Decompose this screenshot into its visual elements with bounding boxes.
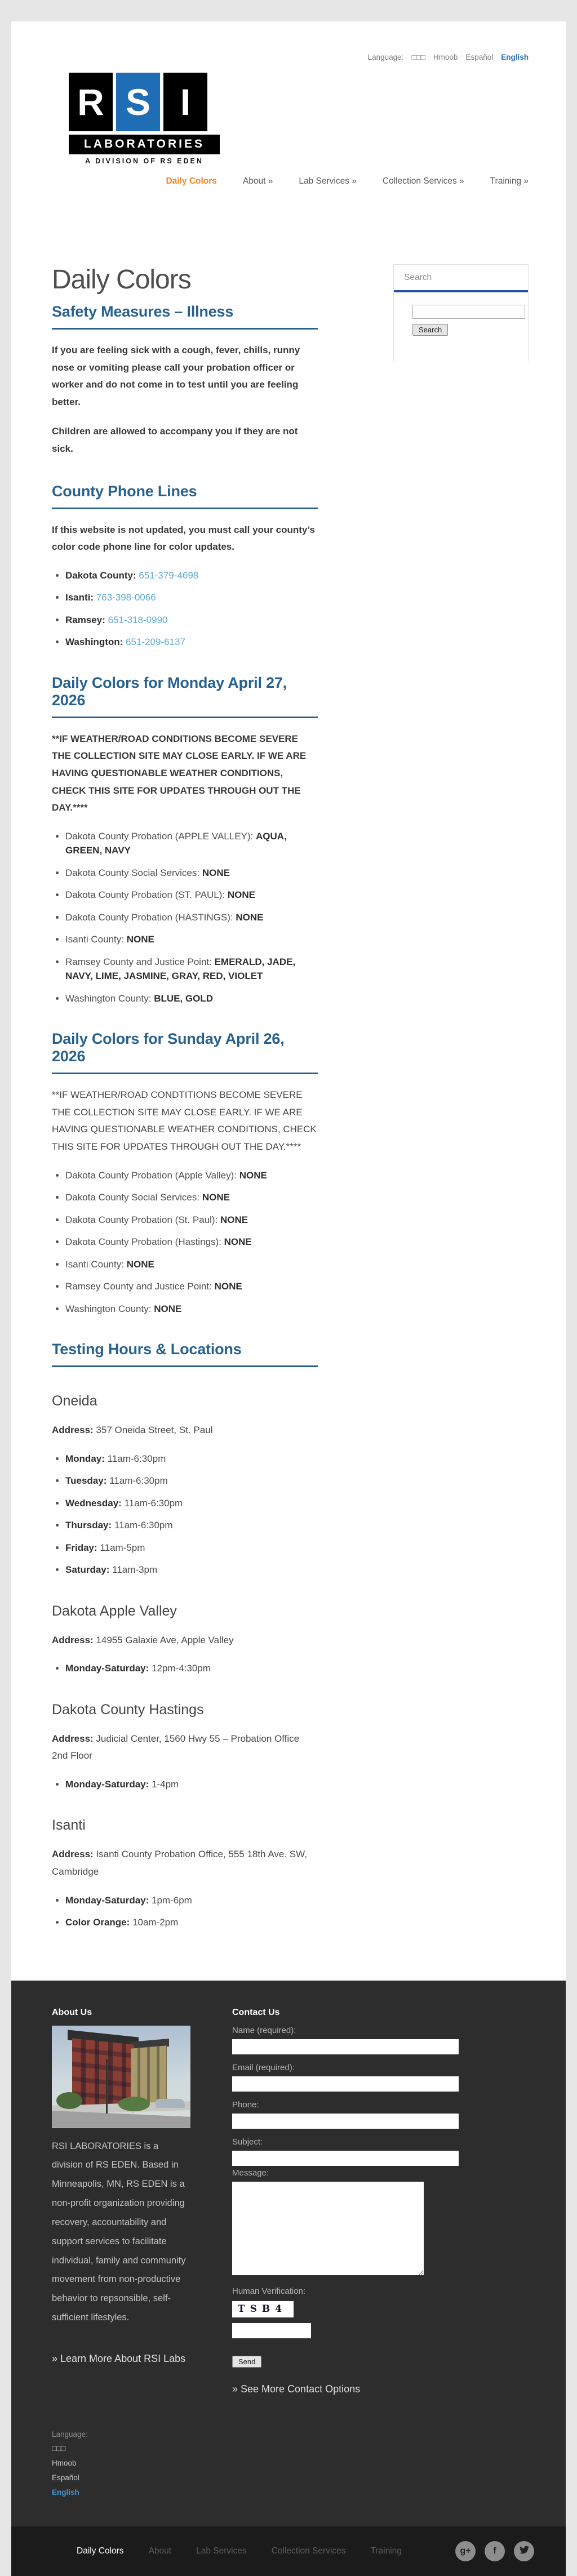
hours-time-value: 11am-6:30pm [114, 1520, 173, 1531]
color-item [65, 866, 318, 880]
logo-letter-tile: R [69, 73, 113, 131]
color-item [65, 1279, 318, 1294]
hours-item [65, 1452, 318, 1466]
facebook-icon: f [493, 2546, 496, 2556]
color-site-label: Dakota County Probation (ST. PAUL): [65, 889, 225, 901]
main-nav [52, 176, 529, 186]
sunday-heading: Daily Colors for Sunday April 26, 2026 [52, 1030, 318, 1074]
color-item [65, 932, 318, 947]
location-hours-list [52, 1452, 318, 1577]
see-more-contact-options-link[interactable]: » See More Contact Options [232, 2383, 361, 2395]
site-header [11, 21, 566, 186]
color-value: EMERALD, JADE, NAVY, LIME, JASMINE, GRAY, RED, VIOLET [65, 956, 296, 982]
county-name: Dakota County: [65, 570, 136, 581]
hours-day-label: Tuesday: [65, 1475, 107, 1487]
photo-shape [56, 2092, 82, 2109]
hours-time-value: 11am-6:30pm [109, 1475, 168, 1487]
contact-field-label: Phone: [232, 2099, 259, 2110]
color-item [65, 888, 318, 902]
hours-item [65, 1541, 318, 1555]
color-site-label: Dakota County Probation (St. Paul): [65, 1214, 218, 1225]
address-label: Address: [52, 1425, 94, 1436]
page-card [11, 21, 566, 2576]
send-button[interactable]: Send [232, 2356, 261, 2368]
color-site-label: Ramsey County and Justice Point: [65, 1281, 212, 1292]
bottom-nav [77, 2546, 402, 2556]
hours-item [65, 1518, 318, 1533]
county-phone-link[interactable]: 763-398-0066 [96, 592, 156, 603]
hours-day-label: Wednesday: [65, 1497, 122, 1509]
color-value: NONE [202, 1192, 230, 1203]
hours-day-label: Monday-Saturday: [65, 1778, 149, 1790]
language-link[interactable]: English [501, 53, 529, 61]
social-links [455, 2541, 534, 2561]
color-item [65, 1213, 318, 1227]
color-item [65, 1257, 318, 1272]
footer-language-label: Language: [52, 2430, 88, 2439]
location-name: Oneida [52, 1393, 97, 1409]
color-value: NONE [227, 889, 256, 901]
hours-time-value: 12pm-4:30pm [152, 1663, 211, 1674]
hours-day-label: Color Orange: [65, 1917, 130, 1928]
photo-shape [106, 2059, 108, 2114]
sunday-color-list [52, 1168, 318, 1316]
color-site-label: Dakota County Probation (HASTINGS): [65, 911, 233, 923]
main-content [52, 264, 318, 1945]
color-site-label: Ramsey County and Justice Point: [65, 956, 212, 967]
color-item [65, 1190, 318, 1205]
color-item [65, 910, 318, 925]
language-bar [52, 53, 529, 61]
address-value: Judicial Center, 1560 Hwy 55 – Probation Office 2nd Floor [52, 1733, 300, 1761]
hours-day-label: Monday: [65, 1453, 105, 1464]
rsi-logo[interactable] [69, 73, 220, 165]
bottom-nav-link[interactable]: Training [370, 2546, 402, 2556]
bottom-nav-link[interactable]: Daily Colors [77, 2546, 124, 2556]
testing-location [52, 1603, 318, 1676]
location-address [52, 1730, 318, 1765]
message-label: Message: [232, 2168, 269, 2178]
hours-day-label: Monday-Saturday: [65, 1663, 149, 1674]
color-site-label: Washington County: [65, 1303, 152, 1314]
location-name: Isanti [52, 1817, 86, 1834]
color-value: NONE [126, 934, 154, 945]
section-county-phone-lines [52, 483, 318, 649]
human-verification-label: Human Verification: [232, 2286, 306, 2296]
color-site-label: Isanti County: [65, 1258, 124, 1270]
color-item [65, 1302, 318, 1316]
search-widget [393, 264, 529, 362]
location-name: Dakota Apple Valley [52, 1603, 177, 1619]
bottom-nav-link[interactable]: Lab Services [196, 2546, 247, 2556]
main-nav-link[interactable]: Collection Services » [382, 176, 464, 186]
location-hours-list [52, 1893, 318, 1930]
hours-day-label: Saturday: [65, 1564, 110, 1576]
contact-us-heading: Contact Us [232, 2007, 280, 2017]
locations [52, 1393, 318, 1930]
color-value: NONE [154, 1303, 182, 1314]
sidebar [393, 264, 529, 1945]
photo-shape [118, 2097, 150, 2111]
color-value: NONE [224, 1236, 252, 1248]
contact-field-input[interactable] [232, 2076, 459, 2092]
color-value: NONE [236, 911, 264, 923]
section-testing-hours [52, 1341, 318, 1930]
page-title: Daily Colors [52, 265, 191, 295]
color-item [65, 955, 318, 984]
location-hours-list [52, 1661, 318, 1676]
footer-about-column [52, 2008, 190, 2395]
color-site-label: Dakota County Probation (APPLE VALLEY): [65, 830, 254, 842]
language-link[interactable]: Hmoob [433, 53, 458, 61]
color-value: NONE [239, 1169, 267, 1181]
language-link[interactable]: □□□ [411, 53, 425, 61]
site-footer [11, 1981, 566, 2526]
contact-field-input[interactable] [232, 2114, 459, 2129]
footer-language-link[interactable]: □□□ [52, 2444, 66, 2453]
language-label: Language: [367, 53, 404, 61]
contact-field-label: Name (required): [232, 2025, 296, 2035]
color-value: AQUA, GREEN, NAVY [65, 830, 287, 856]
hours-item [65, 1661, 318, 1676]
captcha-image: TSB4 [232, 2301, 294, 2317]
county-phone-heading: County Phone Lines [52, 483, 318, 509]
color-value: NONE [220, 1214, 248, 1225]
safety-heading: Safety Measures – Illness [52, 303, 318, 330]
learn-more-link[interactable]: » Learn More About RSI Labs [52, 2352, 186, 2364]
county-phone-item [65, 568, 318, 583]
main-nav-link[interactable]: About » [242, 176, 273, 186]
address-value: 357 Oneida Street, St. Paul [96, 1425, 213, 1436]
location-name: Dakota County Hastings [52, 1701, 204, 1718]
section-daily-colors-sunday [52, 1030, 318, 1316]
search-widget-title: Search [394, 265, 528, 292]
bottom-nav-link[interactable]: About [148, 2546, 172, 2556]
photo-shape [156, 2099, 185, 2108]
hours-item [65, 1496, 318, 1511]
bottom-nav-link[interactable]: Collection Services [271, 2546, 346, 2556]
logo-letter-tiles [69, 73, 220, 131]
hours-day-label: Monday-Saturday: [65, 1894, 149, 1906]
location-address [52, 1422, 318, 1439]
section-daily-colors-monday [52, 674, 318, 1006]
footer-contact-column [232, 2008, 459, 2395]
color-item [65, 1235, 318, 1249]
color-value: BLUE, GOLD [154, 993, 214, 1004]
hours-item [65, 1915, 318, 1930]
message-textarea[interactable] [232, 2182, 424, 2275]
county-name: Washington: [65, 637, 123, 648]
color-site-label: Dakota County Social Services: [65, 1192, 200, 1203]
about-us-heading: About Us [52, 2007, 92, 2017]
address-label: Address: [52, 1634, 94, 1645]
county-phone-item [65, 635, 318, 649]
color-site-label: Washington County: [65, 993, 152, 1004]
main-nav-link[interactable]: Daily Colors [166, 176, 217, 186]
address-label: Address: [52, 1849, 94, 1860]
section-safety-measures [52, 303, 318, 458]
hours-item [65, 1474, 318, 1488]
hours-item [65, 1563, 318, 1577]
location-address [52, 1846, 318, 1880]
county-phone-link[interactable]: 651-209-6137 [126, 637, 185, 648]
social-link-facebook[interactable] [485, 2541, 505, 2561]
county-phone-link[interactable]: 651-379-4698 [139, 570, 199, 581]
color-item [65, 829, 318, 858]
testing-hours-heading: Testing Hours & Locations [52, 1341, 318, 1367]
county-phone-item [65, 613, 318, 628]
color-value: NONE [126, 1258, 154, 1270]
address-value: Isanti County Probation Office, 555 18th Ave. SW, Cambridge [52, 1849, 307, 1878]
about-us-text: RSI LABORATORIES is a division of RS EDEN. Based in Minneapolis, MN, RS EDEN is a non-profit organization providing recovery, accountability and support services to facilitate individual, family and community movement from non-productive behavior to repsonsible, self-sufficient lifestyles. [52, 2141, 186, 2323]
safety-paragraph-2: Children are allowed to accompany you if they are not sick. [52, 426, 298, 454]
hours-item [65, 1893, 318, 1908]
contact-field-input[interactable] [232, 2039, 459, 2054]
color-site-label: Dakota County Probation (Hastings): [65, 1236, 221, 1248]
logo-letter-tile: I [163, 73, 207, 131]
color-item [65, 991, 318, 1006]
footer-language-list [52, 2430, 529, 2497]
search-input[interactable] [412, 305, 525, 319]
testing-location [52, 1702, 318, 1792]
testing-location [52, 1393, 318, 1577]
content-row [11, 186, 566, 1981]
hours-item [65, 1777, 318, 1792]
footer-language-link[interactable]: Español [52, 2473, 79, 2482]
logo-laboratories-bar: LABORATORIES [69, 135, 220, 154]
footer-language-link[interactable]: Hmoob [52, 2458, 77, 2467]
contact-field-input[interactable] [232, 2151, 459, 2166]
color-site-label: Isanti County: [65, 934, 124, 945]
monday-weather-warning: **IF WEATHER/ROAD CONDITIONS BECOME SEVERE THE COLLECTION SITE MAY CLOSE EARLY. IF WE ARE HAVING QUESTIONABLE WEATHER CONDITIONS, CHECK THIS SITE FOR UPDATES THROUGH OUT THE DAY.**** [52, 733, 307, 813]
bottom-bar [11, 2526, 566, 2576]
hours-time-value: 11am-6:30pm [107, 1453, 166, 1464]
testing-location [52, 1817, 318, 1929]
footer-language-link[interactable]: English [52, 2488, 79, 2497]
hours-time-value: 11am-3pm [112, 1564, 158, 1576]
main-nav-link[interactable]: Training » [490, 176, 529, 186]
hours-time-value: 11am-5pm [100, 1542, 145, 1553]
contact-fields [232, 2026, 459, 2166]
color-value: NONE [214, 1281, 242, 1292]
twitter-icon [520, 2545, 529, 2557]
county-phone-intro: If this website is not updated, you must call your county’s color code phone line for color updates. [52, 524, 315, 553]
monday-color-list [52, 829, 318, 1006]
color-site-label: Dakota County Probation (Apple Valley): [65, 1169, 237, 1181]
search-form [394, 292, 528, 362]
contact-field-label: Email (required): [232, 2062, 295, 2072]
language-link[interactable]: Español [465, 53, 494, 61]
county-phone-list [52, 568, 318, 649]
county-name: Ramsey: [65, 614, 105, 625]
location-hours-list [52, 1777, 318, 1792]
captcha-input[interactable] [232, 2323, 311, 2338]
about-building-photo [52, 2026, 190, 2128]
sunday-weather-warning: **IF WEATHER/ROAD CONDTITIONS BECOME SEVERE THE COLLECTION SITE MAY CLOSE EARLY. IF WE ARE HAVING QUESTIONABLE WEATHER CONDITIONS, CHECK THIS SITE FOR UPDATES THROUGH OUT THE DAY.**** [52, 1089, 317, 1152]
color-site-label: Dakota County Social Services: [65, 867, 200, 878]
hours-time-value: 11am-6:30pm [124, 1497, 183, 1509]
hours-time-value: 10am-2pm [132, 1917, 179, 1928]
county-phone-link[interactable]: 651-318-0990 [108, 614, 168, 625]
county-phone-item [65, 590, 318, 605]
contact-field-label: Subject: [232, 2137, 263, 2147]
logo-letter-tile: S [116, 73, 160, 131]
hours-day-label: Thursday: [65, 1520, 112, 1531]
monday-heading: Daily Colors for Monday April 27, 2026 [52, 674, 318, 718]
logo-division-line: A DIVISION OF RS EDEN [85, 157, 203, 165]
hours-day-label: Friday: [65, 1542, 97, 1553]
hours-time-value: 1-4pm [152, 1778, 179, 1790]
search-button[interactable]: Search [412, 324, 448, 336]
color-value: NONE [202, 867, 230, 878]
county-name: Isanti: [65, 592, 94, 603]
social-link-google-plus[interactable] [455, 2541, 476, 2561]
address-label: Address: [52, 1733, 94, 1744]
address-value: 14955 Galaxie Ave, Apple Valley [96, 1634, 234, 1645]
main-nav-link[interactable]: Lab Services » [299, 176, 357, 186]
social-link-twitter[interactable] [514, 2541, 534, 2561]
color-item [65, 1168, 318, 1183]
hours-time-value: 1pm-6pm [152, 1894, 192, 1906]
location-address [52, 1632, 318, 1649]
contact-form [232, 2026, 459, 2368]
safety-paragraph-1: If you are feeling sick with a cough, fever, chills, runny nose or vomiting please call your probation officer or worker and do not come in to test until you are feeling better. [52, 345, 300, 407]
google-plus-icon: g+ [460, 2546, 471, 2556]
